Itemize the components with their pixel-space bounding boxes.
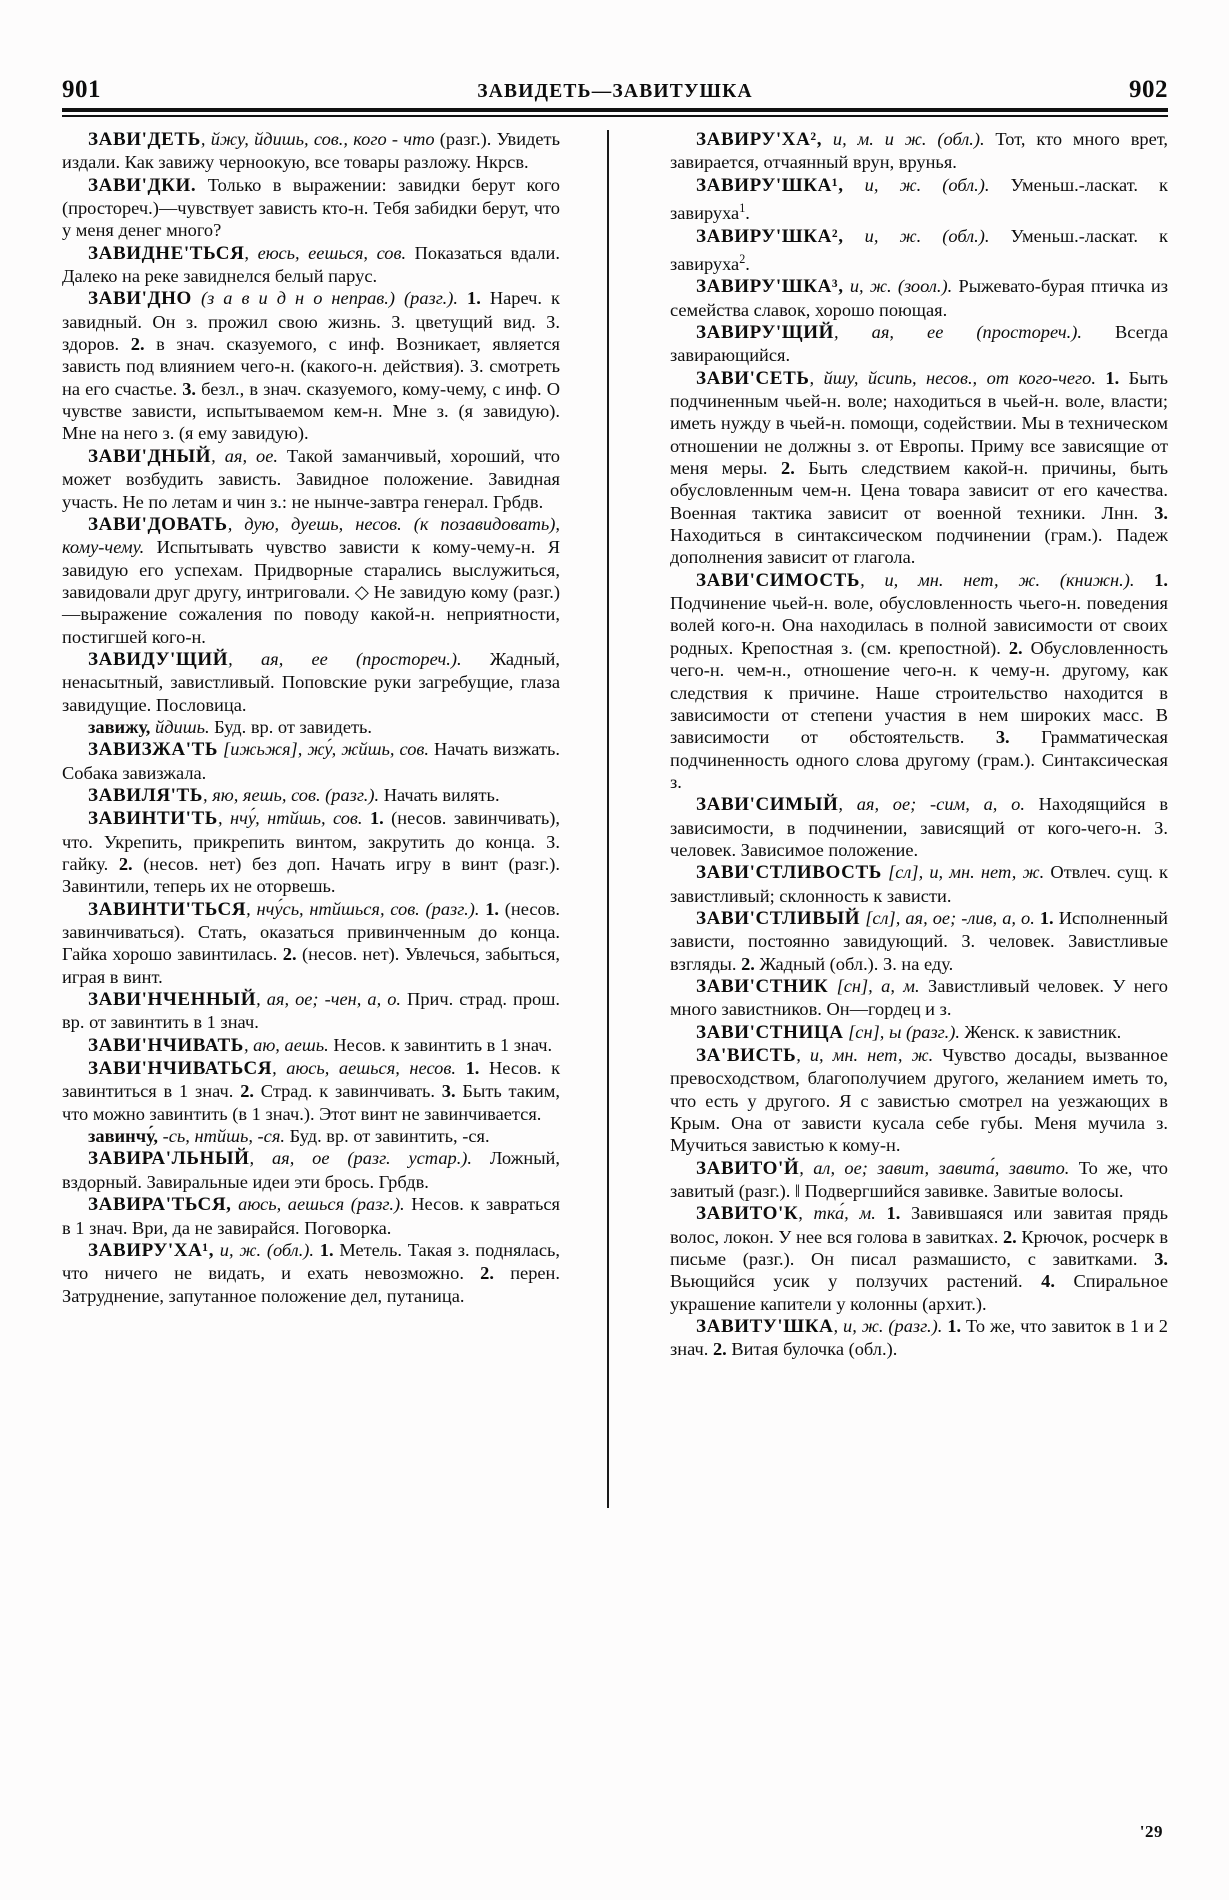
entry-headword: завижу,	[88, 716, 151, 737]
entry-definition: Тот, кто много врет, завирается, отчаянный врун, врунья.	[670, 129, 1168, 173]
entry-headword: ЗАВИ'НЧЕННЫЙ	[88, 989, 257, 1011]
entry-definition: Отвлеч. сущ. к завистливый; склонность к зависти.	[670, 862, 1168, 906]
entry-grammar: [ижьжя], жу́, жйшь, сов.	[218, 739, 429, 760]
entry-grammar: , аю, аешь.	[243, 1034, 329, 1055]
entry-definition: 1. Подчинение чьей-н. воле, обусловленность чьего-н. поведения волей кого-н. Она находилась в полной зависимости от своих родных. Крепостная з. (см. крепостной). 2. Обусловленность чего-н. чем-н., отношение чего-н. к чему-н. другому, как следствия к причине. Наше строительство находится в зависимости от степени участия в нем широких масс. В зависимости от обстоятельств. 3. Грамматическая подчиненность одного слова другому (грам.). Синтаксическая з.	[670, 569, 1168, 792]
entry-definition: Несов. к завинтить в 1 знач.	[328, 1034, 553, 1055]
entry-grammar: , йшу, йсипь, несов., от кого-чего.	[809, 367, 1096, 388]
dictionary-entry	[62, 1147, 560, 1193]
entry-grammar: , и, мн. нет, ж. (книжн.).	[860, 569, 1135, 590]
entry-headword: ЗАВИ'ДКИ.	[88, 174, 197, 196]
folio-right: 902	[1128, 76, 1168, 103]
entry-definition: 1. (несов. завинчивать), что. Укрепить, прикрепить винтом, закрутить до конца. З. гайку. 2. (несов. нет) без доп. Начать игру в винт (разг.). Завинтили, теперь их не оторвешь.	[62, 808, 560, 897]
dictionary-entry	[62, 898, 560, 988]
entry-headword: ЗАВИ'СТЛИВОСТЬ	[696, 862, 882, 884]
entry-headword: ЗАВИ'НЧИВАТЬСЯ	[88, 1058, 273, 1080]
entry-grammar: , нчу́, нтйшь, сов.	[217, 808, 363, 829]
dictionary-entry	[670, 907, 1168, 975]
entry-grammar: , аюсь, аешься, несов.	[272, 1058, 456, 1079]
entry-definition: Чувство досады, вызванное превосходством, благополучием другого, желанием иметь то, что есть у другого. Я с завистью смотрел на уезжающих в Крым. Она от зависти кусала себе губы. Меня мучила з. Мучиться завистью к кому-н.	[670, 1045, 1169, 1156]
dictionary-entry	[62, 513, 560, 648]
entry-definition: Испытывать чувство зависти к кому-чему-н. Я завидую его успехам. Придворные старались выслужиться, завидовали друг другу, интриговали. ◇ Не завидую кому (разг.)—выражение сожаления по поводу какой-н. неприятности, постигшей кого-н.	[62, 537, 560, 647]
dictionary-entry	[62, 648, 560, 716]
entry-definition: 1. То же, что завиток в 1 и 2 знач. 2. Витая булочка (обл.).	[670, 1316, 1168, 1360]
dictionary-entry	[62, 988, 560, 1034]
dictionary-entry	[62, 1057, 560, 1125]
dictionary-entry	[670, 1044, 1168, 1157]
entry-definition: Женск. к завистник.	[959, 1021, 1122, 1042]
dictionary-entry	[62, 807, 560, 897]
entry-headword: ЗАВИДУ'ЩИЙ	[88, 648, 229, 670]
entry-definition: Показаться вдали. Далеко на реке завиднелся белый парус.	[62, 242, 561, 287]
entry-headword: ЗАВИ'СТНИЦА	[696, 1021, 844, 1043]
entry-grammar: , ая, ое; -сим, а, о.	[838, 794, 1025, 815]
running-head-title: ЗАВИДЕТЬ—ЗАВИТУШКА	[477, 80, 753, 102]
entry-headword: ЗАВИ'ДНО	[88, 288, 192, 310]
entry-grammar: и, ж. (обл.).	[843, 225, 990, 246]
dictionary-entry	[62, 445, 560, 513]
entry-headword: ЗАВИ'СИМОСТЬ	[696, 569, 861, 591]
entry-definition: Завистливый человек. У него много завистников. Он—гордец и з.	[670, 975, 1168, 1020]
header-rule-thin	[62, 115, 1168, 117]
entry-definition: Только в выражении: завидки берут кого (простореч.)—чувствует зависть кто-н. Тебя забидки берут, что у меня денег много?	[62, 174, 560, 241]
entry-headword: ЗАВИ'СТЛИВЫЙ	[696, 907, 861, 929]
dictionary-entry	[62, 174, 560, 242]
dictionary-entry	[670, 174, 1168, 225]
entry-definition: Начать вилять.	[379, 784, 500, 805]
entry-grammar: , тка́, м.	[798, 1203, 876, 1224]
entry-headword: ЗАВИ'СТНИК	[696, 975, 829, 997]
entry-headword: ЗАВИРУ'ХА¹,	[88, 1239, 215, 1261]
dictionary-entry	[62, 738, 560, 784]
entry-headword: ЗАВИ'СЕТЬ	[696, 367, 810, 389]
dictionary-entry	[670, 569, 1168, 793]
entry-grammar: аюсь, аешься (разг.).	[231, 1194, 405, 1215]
entry-definition: Буд. вр. от завидеть.	[209, 716, 373, 737]
entry-definition: Уменьш.-ласкат. к завируха$^2$.	[670, 225, 1168, 274]
gutter-rule	[607, 130, 609, 1508]
dictionary-entry	[670, 793, 1168, 861]
entry-grammar: , ая, ее (простореч.).	[228, 648, 462, 669]
entry-grammar: , ая, ое (разг. устар.).	[249, 1148, 473, 1169]
entry-headword: ЗАВИРА'ЛЬНЫЙ	[88, 1148, 250, 1170]
entry-grammar: [сл], ая, ое; -лив, а, о.	[860, 907, 1035, 928]
entry-definition: Начать визжать. Собака завизжала.	[62, 739, 560, 783]
dictionary-entry	[62, 128, 560, 174]
dictionary-entry	[62, 287, 560, 444]
entry-headword: ЗА'ВИСТЬ	[696, 1045, 797, 1066]
dictionary-entry	[62, 784, 560, 807]
entry-definition: Несов. к завраться в 1 знач. Ври, да не завирайся. Поговорка.	[62, 1194, 561, 1238]
entry-headword: ЗАВИ'НЧИВАТЬ	[88, 1034, 244, 1056]
header-rule-thick	[62, 108, 1168, 112]
entry-headword: ЗАВИРУ'ЩИЙ	[696, 322, 834, 343]
entry-grammar: [сн], ы (разг.).	[843, 1021, 960, 1042]
entry-grammar: [сн], а, м.	[828, 975, 920, 996]
entry-grammar: , йжу, йдишь, сов., кого - что	[200, 129, 435, 149]
dictionary-entry	[62, 1239, 560, 1307]
column-right	[636, 128, 1168, 1808]
entry-headword: завинчу́,	[88, 1126, 159, 1147]
entry-headword: ЗАВИЗЖА'ТЬ	[88, 739, 219, 761]
entry-headword: ЗАВИДНЕ'ТЬСЯ	[88, 242, 245, 264]
entry-definition: Уменьш.-ласкат. к завируха$^1$.	[670, 174, 1168, 224]
entry-headword: ЗАВИТО'Й	[696, 1157, 800, 1179]
signature-mark: '29	[1139, 1822, 1163, 1841]
entry-grammar: , дую, дуешь, несов. (к позавидовать), кому-чему.	[62, 513, 560, 558]
dictionary-entry	[670, 1021, 1168, 1044]
dictionary-entry	[62, 1125, 560, 1147]
entry-definition: Всегда завирающийся.	[670, 322, 1169, 366]
dictionary-entry	[670, 1157, 1168, 1203]
entry-headword: ЗАВИРУ'ШКА¹,	[696, 174, 844, 196]
entry-headword: ЗАВИРА'ТЬСЯ,	[88, 1194, 232, 1216]
entry-grammar: и, ж. (обл.).	[843, 174, 990, 195]
entry-headword: ЗАВИЛЯ'ТЬ	[88, 784, 203, 806]
entry-headword: ЗАВИНТИ'ТЬ	[88, 808, 218, 830]
entry-grammar: , и, ж. (разг.).	[833, 1316, 943, 1337]
dictionary-entry	[670, 975, 1168, 1021]
entry-grammar: йдишь.	[150, 716, 210, 737]
dictionary-entry	[62, 1034, 560, 1057]
dictionary-entry	[62, 242, 560, 288]
entry-definition: Рыжевато-бурая птичка из семейства славок, хорошо поющая.	[670, 276, 1169, 320]
entry-grammar: -сь, нтйшь, -ся.	[158, 1126, 285, 1147]
entry-definition: 1. Исполненный зависти, постоянно завидующий. З. человек. Завистливые взгляды. 2. Жадный (обл.). З. на еду.	[670, 907, 1168, 974]
entry-headword: ЗАВИРУ'ШКА³,	[696, 276, 844, 298]
entry-headword: ЗАВИТУ'ШКА	[696, 1316, 834, 1338]
entry-definition: 1. Быть подчиненным чьей-н. воле; находиться в чьей-н. воле, власти; иметь нужду в чьей-н. помощи, содействии. Мы в техническом отношении не должны з. от Европы. Приму все зависящие от меня меры. 2. Быть следствием какой-н. причины, быть обусловленным чем-н. Цена товара зависит от его качества. Военная тактика зависит от военной техники. Лнн. 3. Находиться в синтаксическом подчинении (грам.). Падеж дополнения зависит от глагола.	[670, 367, 1169, 568]
dictionary-entry	[670, 321, 1168, 367]
entry-headword: ЗАВИ'ДОВАТЬ	[88, 513, 228, 535]
entry-grammar: [сл], и, мн. нет, ж.	[881, 862, 1045, 883]
entry-definition: 1. (несов. завинчиваться). Стать, оказаться привинченным до конца. Гайка хорошо завинтилась. 2. (несов. нет). Увлечься, забыться, играя в винт.	[62, 898, 561, 987]
entry-grammar: , нчу́сь, нтйшься, сов. (разг.).	[246, 898, 480, 919]
dictionary-entry	[670, 128, 1168, 174]
dictionary-entry	[670, 367, 1168, 569]
entry-definition: 1. Метель. Такая з. поднялась, что ничего не видать, и ехать невозможно. 2. перен. Затруднение, запутанное положение дел, путаница.	[62, 1239, 560, 1306]
entry-grammar: , ая, ое; -чен, а, о.	[256, 989, 402, 1010]
entry-grammar: , еюсь, еешься, сов.	[244, 242, 407, 263]
entry-headword: ЗАВИ'СИМЫЙ	[696, 794, 839, 816]
entry-grammar: и, м. и ж. (обл.).	[822, 129, 985, 149]
dictionary-entry	[62, 1193, 560, 1239]
entry-headword: ЗАВИТО'К	[696, 1203, 799, 1225]
dictionary-entry	[670, 861, 1168, 907]
dictionary-entry	[670, 275, 1168, 321]
dictionary-entry	[670, 1202, 1168, 1315]
text-columns	[62, 128, 1168, 1808]
column-left	[62, 128, 580, 1808]
entry-headword: ЗАВИНТИ'ТЬСЯ	[88, 898, 247, 920]
column-gutter	[580, 128, 636, 1808]
entry-grammar: , ая, ее (простореч.).	[833, 322, 1082, 342]
entry-definition: (разг.). Увидеть издали. Как завижу черноокую, все товары разложу. Нкрсв.	[62, 129, 560, 173]
entry-definition: Находящийся в зависимости, в подчинении, зависящий от кого-чего-н. З. человек. Зависимое положение.	[670, 794, 1169, 860]
entry-grammar: , ая, ое.	[211, 445, 278, 466]
entry-definition: Буд. вр. от завинтить, -ся.	[284, 1126, 490, 1147]
entry-grammar: , ал, ое; завит, завита́, завито.	[799, 1157, 1070, 1178]
entry-headword: ЗАВИ'ДНЫЙ	[88, 445, 212, 467]
entry-headword: ЗАВИ'ДЕТЬ	[88, 129, 201, 150]
entry-definition: 1. Нареч. к завидный. Он з. прожил свою жизнь. З. цветущий вид. З. здоров. 2. в знач. сказуемого, с инф. Возникает, является зависть под влиянием чего-н. (какого-н. действия). З. смотреть на его счастье. 3. безл., в знач. сказуемого, кому-чему, с инф. О чувстве зависти, испытываемом кем-н. Мне з. (я завидую). Мне на него з. (я ему завидую).	[62, 288, 560, 444]
dictionary-entry	[62, 716, 560, 738]
folio-left: 901	[62, 76, 101, 103]
entry-definition: Такой заманчивый, хороший, что может возбудить зависть. Завидное положение. Завидная участь. Не по летам и чин з.: не нынче-завтра генерал. Грбдв.	[62, 445, 560, 512]
entry-grammar: и, ж. (зоол.).	[843, 276, 953, 297]
entry-grammar: (з а в и д н о неправ.) (разг.).	[191, 288, 458, 309]
entry-grammar: , и, мн. нет, ж.	[796, 1045, 934, 1065]
entry-definition: Жадный, ненасытный, завистливый. Поповские руки загребущие, глаза завидущие. Пословица.	[62, 648, 560, 715]
entry-definition: 1. Несов. к завинтиться в 1 знач. 2. Страд. к завинчивать. 3. Быть таким, что можно завинтить (в 1 знач.). Этот винт не завинчивается.	[62, 1058, 560, 1124]
dictionary-entry	[670, 1315, 1168, 1361]
entry-definition: То же, что завитый (разг.). ǁ Подвергшийся завивке. Завитые волосы.	[670, 1157, 1168, 1202]
entry-definition: Ложный, вздорный. Завиральные идеи эти брось. Грбдв.	[62, 1148, 560, 1192]
entry-grammar: , яю, яешь, сов. (разг.).	[203, 784, 380, 805]
entry-headword: ЗАВИРУ'ХА²,	[696, 129, 823, 150]
entry-headword: ЗАВИРУ'ШКА²,	[696, 225, 844, 247]
running-head	[62, 62, 1168, 102]
entry-definition: 1. Завившаяся или завитая прядь волос, локон. У нее вся голова в завитках. 2. Крючок, росчерк в письме (разг.). Он писал размашисто, с завитками. 3. Вьющийся усик у ползучих растений. 4. Спиральное украшение капители у колонны (архит.).	[670, 1203, 1169, 1314]
dictionary-entry	[670, 225, 1168, 276]
entry-grammar: и, ж. (обл.).	[214, 1239, 315, 1260]
entry-definition: Прич. страд. прош. вр. от завинтить в 1 знач.	[62, 989, 560, 1033]
